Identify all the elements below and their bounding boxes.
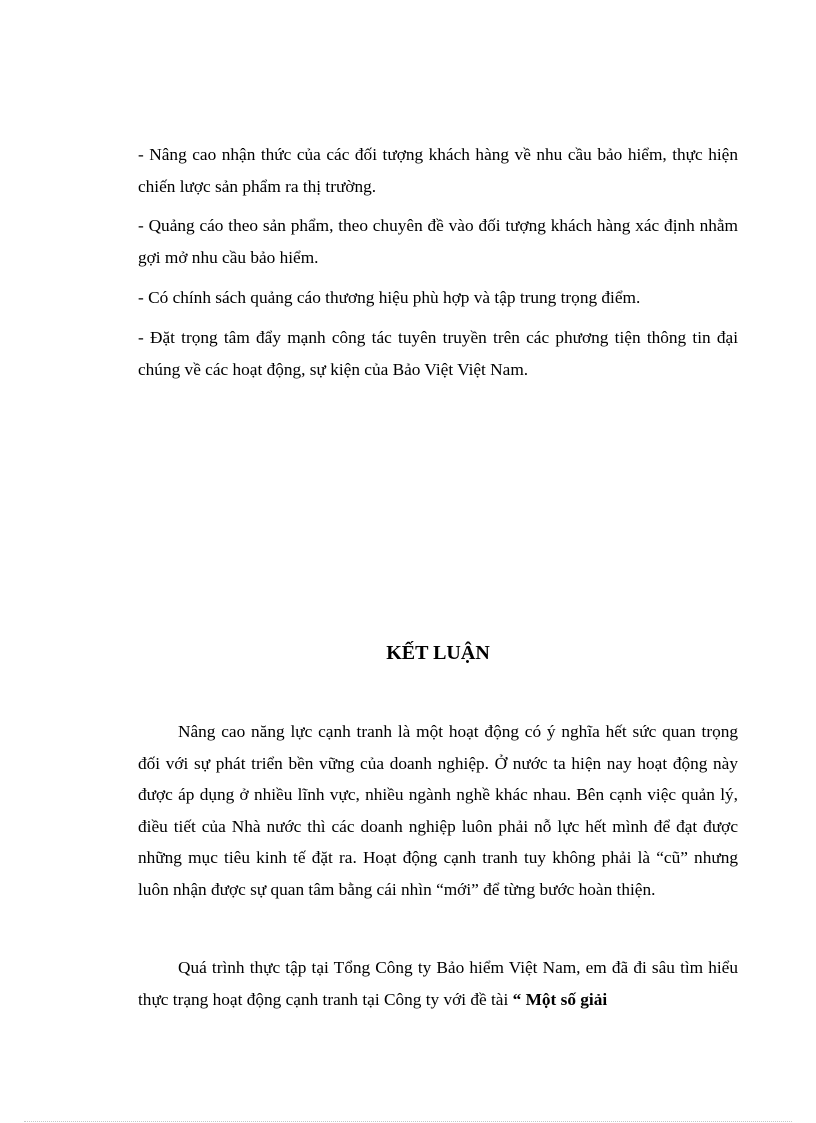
page-bottom-divider bbox=[24, 1121, 792, 1122]
bullet-paragraph-advertising-products: - Quảng cáo theo sản phẩm, theo chuyên đề vào đối tượng khách hàng xác định nhằm gợi mở nhu cầu bảo hiểm. bbox=[138, 216, 738, 267]
conclusion-paragraph-2 bbox=[138, 952, 738, 1015]
conclusion-paragraph-2-text: Quá trình thực tập tại Tổng Công ty Bảo hiểm Việt Nam, em đã đi sâu tìm hiểu thực trạng hoạt động cạnh tranh tại Công ty với đề tài bbox=[138, 958, 738, 1009]
bullet-paragraph-media-communication: - Đặt trọng tâm đẩy mạnh công tác tuyên truyền trên các phương tiện thông tin đại chúng về các hoạt động, sự kiện của Bảo Việt Việt Nam. bbox=[138, 328, 738, 379]
bullet-paragraph-brand-policy: - Có chính sách quảng cáo thương hiệu phù hợp và tập trung trọng điểm. bbox=[138, 288, 641, 307]
conclusion-paragraph-2-topic: “ Một số giải bbox=[512, 989, 608, 1009]
conclusion-heading: KẾT LUẬN bbox=[386, 642, 490, 664]
bullet-paragraph-awareness: - Nâng cao nhận thức của các đối tượng khách hàng về nhu cầu bảo hiểm, thực hiện chiến lược sản phẩm ra thị trường. bbox=[138, 145, 738, 196]
conclusion-paragraph-1: Nâng cao năng lực cạnh tranh là một hoạt động có ý nghĩa hết sức quan trọng đối với sự phát triển bền vững của doanh nghiệp. Ở nước ta hiện nay hoạt động này được áp dụng ở nhiều lĩnh vực, nhiều ngành nghề khác nhau. Bên cạnh việc quản lý, điều tiết của Nhà nước thì các doanh nghiệp luôn phải nỗ lực hết mình để đạt được những mục tiêu kinh tế đặt ra. Hoạt động cạnh tranh tuy không phải là “cũ” nhưng luôn nhận được sự quan tâm bằng cái nhìn “mới” để từng bước hoàn thiện. bbox=[138, 722, 738, 899]
